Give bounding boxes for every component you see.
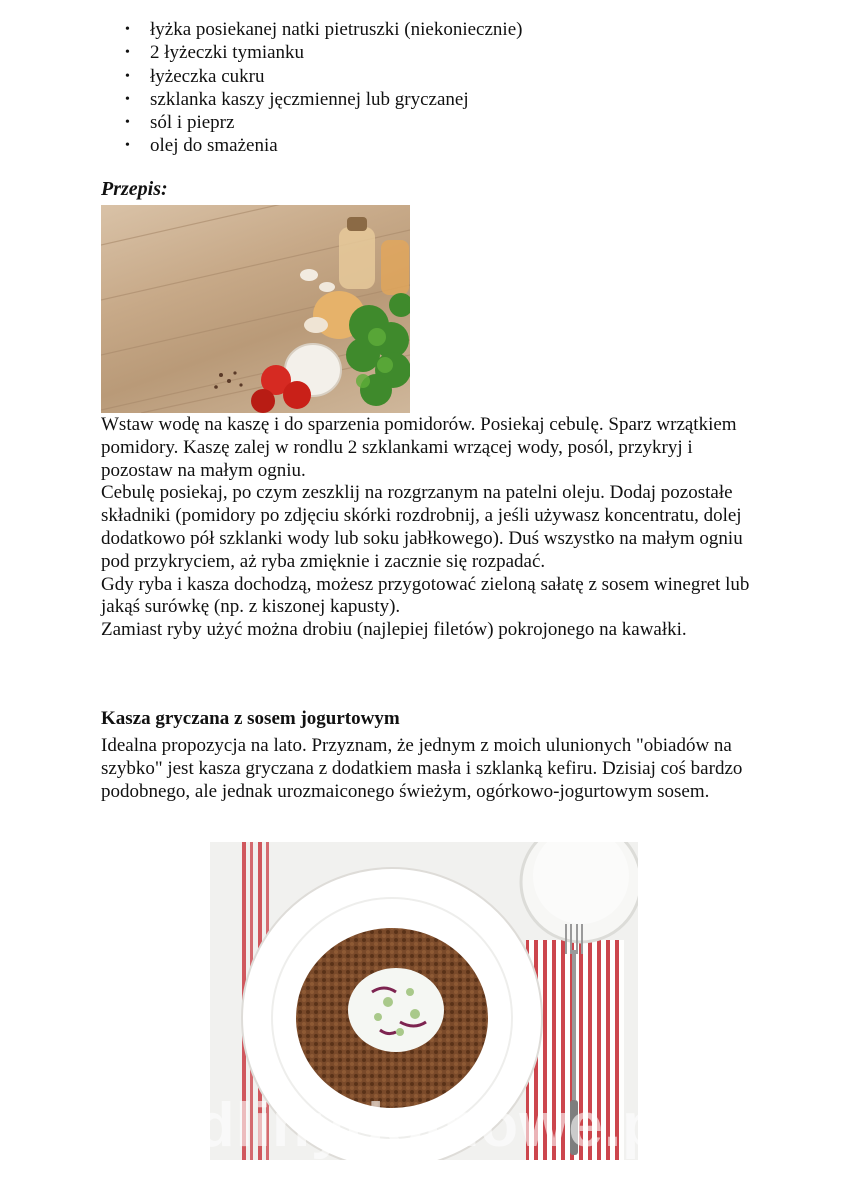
ingredient-item: • łyżeczka cukru [101, 65, 522, 88]
recipe-paragraph: Cebulę posiekaj, po czym zeszklij na rozgrzanym na patelni oleju. Dodaj pozostałe składniki (pomidory po zdjęciu skórki rozdrobnij, a jeśli używasz koncentratu, dolej dodatkowo pół szklanki wody lub soku jabłkowego). Duś wszystko na małym ogniu pod przykryciem, aż ryba zmięknie i zacznie się rozpadać. [101, 482, 743, 572]
ingredient-item: • sól i pieprz [101, 111, 522, 134]
ingredients-list [101, 18, 522, 158]
intro-paragraph [101, 735, 761, 803]
recipe-heading: Przepis: [101, 178, 168, 200]
recipe-paragraph: Zamiast ryby użyć można drobiu (najlepiej filetów) pokrojonego na kawałki. [101, 619, 687, 641]
ingredient-item: • 2 łyżeczki tymianku [101, 41, 522, 64]
intro-text: Idealna propozycja na lato. Przyznam, że jednym z moich ulunionych "obiadów na szybko" jest kasza gryczana z dodatkiem masła i szklanką kefiru. Dzisiaj coś bardzo podobnego, ale jednak urozmaiconego świeżym, ogórkowo-jogurtowym sosem. [101, 735, 743, 802]
ingredients-photo [101, 205, 410, 413]
ingredient-item: • łyżka posiekanej natki pietruszki (niekoniecznie) [101, 18, 522, 41]
ingredient-item: • olej do smażenia [101, 134, 522, 157]
recipe-instructions [101, 414, 761, 642]
ingredient-item: • szklanka kaszy jęczmiennej lub gryczanej [101, 88, 522, 111]
recipe-paragraph: Gdy ryba i kasza dochodzą, możesz przygotować zieloną sałatę z sosem winegret lub jakąś surówkę (np. z kiszonej kapusty). [101, 573, 750, 618]
section-title: Kasza gryczana z sosem jogurtowym [101, 708, 400, 729]
ingredients-photo-illustration [101, 205, 410, 413]
recipe-paragraph: Wstaw wodę na kaszę i do sparzenia pomidorów. Posiekaj cebulę. Sparz wrzątkiem pomidory. Kaszę zalej w rondlu 2 szklankami wrzącej wody, posól, przykryj i pozostaw na małym ogniu. [101, 414, 737, 481]
watermark: wedlinydomowe.pl [112, 1091, 680, 1160]
